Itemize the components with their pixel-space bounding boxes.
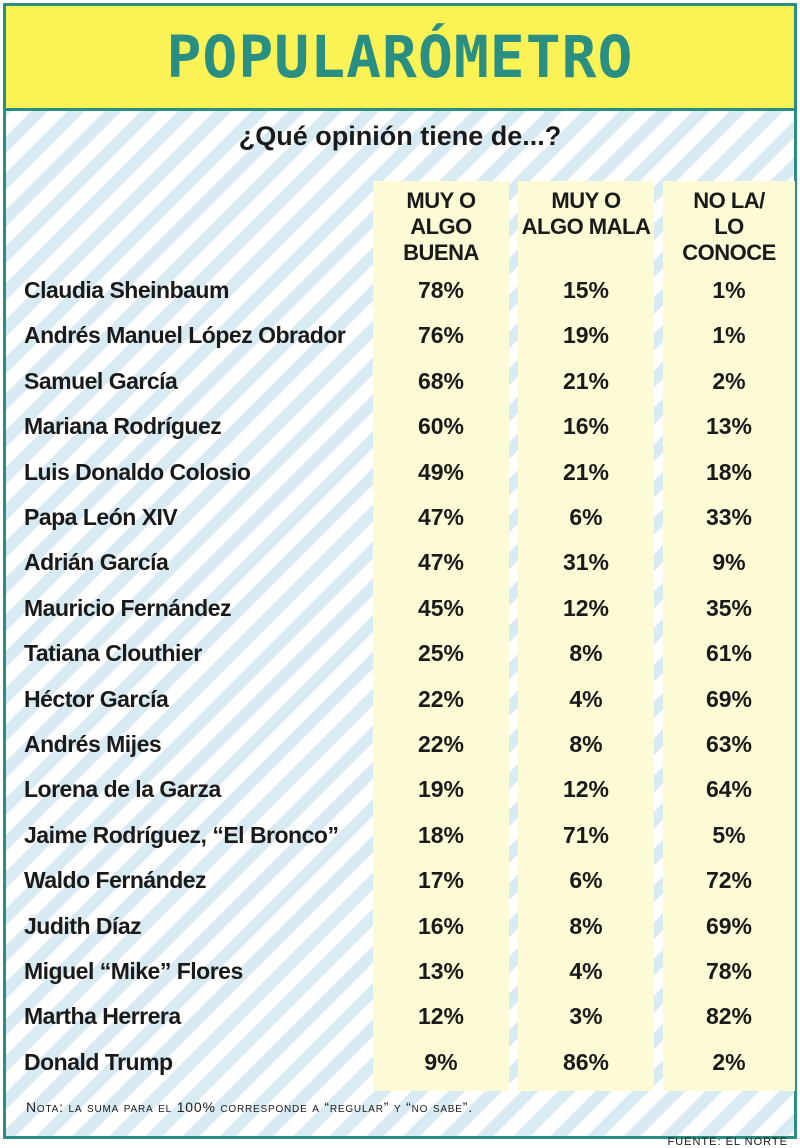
row-name: Judith Díaz xyxy=(24,912,142,939)
row-name: Martha Herrera xyxy=(24,1003,181,1030)
row-name: Andrés Manuel López Obrador xyxy=(24,322,346,349)
row-value: 68% xyxy=(417,367,465,394)
row-value: 6% xyxy=(569,504,603,530)
row-value: 5% xyxy=(712,821,746,848)
row-name: Héctor García xyxy=(24,685,169,712)
row-name: Andrés Mijes xyxy=(24,731,162,757)
row-name: Miguel “Mike” Flores xyxy=(24,958,243,984)
table-row xyxy=(6,723,794,768)
row-value: 19% xyxy=(562,322,610,349)
row-value: 33% xyxy=(705,504,753,530)
row-name: Claudia Sheinbaum xyxy=(24,277,229,303)
row-value: 78% xyxy=(705,958,753,984)
row-value: 1% xyxy=(712,277,746,303)
row-value: 16% xyxy=(417,912,465,939)
row-name: Tatiana Clouthier xyxy=(24,640,202,667)
row-name: Waldo Fernández xyxy=(24,867,207,894)
row-value: 22% xyxy=(417,685,465,712)
row-value: 8% xyxy=(569,640,603,667)
row-value: 78% xyxy=(417,277,465,303)
row-value: 72% xyxy=(705,867,753,894)
row-name: Mariana Rodríguez xyxy=(24,413,222,440)
table-row xyxy=(6,678,794,723)
row-name: Donald Trump xyxy=(24,1048,173,1075)
row-value: 16% xyxy=(562,413,610,440)
table-row xyxy=(6,1041,794,1086)
table-row xyxy=(6,859,794,904)
row-value: 12% xyxy=(417,1003,465,1030)
table-row xyxy=(6,587,794,632)
row-name: Papa León XIV xyxy=(24,504,178,530)
column-header-line: NO LA/ xyxy=(693,188,765,213)
row-value: 2% xyxy=(712,367,746,394)
row-value: 9% xyxy=(424,1048,458,1075)
row-name: Samuel García xyxy=(24,367,178,394)
row-name: Luis Donaldo Colosio xyxy=(24,458,251,485)
title-banner xyxy=(6,6,794,111)
row-value: 49% xyxy=(417,458,465,485)
row-value: 8% xyxy=(569,731,603,757)
row-value: 18% xyxy=(705,458,753,485)
row-value: 17% xyxy=(417,867,465,894)
table-row xyxy=(6,541,794,586)
table-row xyxy=(6,950,794,995)
table-row xyxy=(6,314,794,359)
column-header-mala xyxy=(518,188,654,240)
row-value: 12% xyxy=(562,776,610,803)
column-header-line: MUY O xyxy=(406,188,476,213)
column-header-buena xyxy=(373,188,509,266)
row-value: 6% xyxy=(569,867,603,894)
row-value: 82% xyxy=(705,1003,753,1030)
row-value: 76% xyxy=(417,322,465,349)
table-row xyxy=(6,405,794,450)
row-value: 8% xyxy=(569,912,603,939)
row-value: 61% xyxy=(705,640,753,667)
row-value: 63% xyxy=(705,731,753,757)
table-row xyxy=(6,905,794,950)
table-row xyxy=(6,496,794,541)
row-name: Lorena de la Garza xyxy=(24,776,221,803)
source-credit: FUENTE: EL NORTE xyxy=(667,1136,788,1148)
table-row xyxy=(6,269,794,314)
column-header-line: ALGO xyxy=(410,214,472,239)
page-title: POPULARÓMETRO xyxy=(166,23,634,91)
table-row xyxy=(6,360,794,405)
row-value: 9% xyxy=(712,549,746,576)
row-value: 25% xyxy=(417,640,465,667)
row-value: 35% xyxy=(705,594,753,621)
row-value: 21% xyxy=(562,458,610,485)
column-header-no-conoce xyxy=(663,188,795,266)
row-value: 47% xyxy=(417,549,465,576)
row-value: 71% xyxy=(562,821,610,848)
chart-subtitle: ¿Qué opinión tiene de...? xyxy=(238,121,562,151)
row-value: 4% xyxy=(569,958,603,984)
table-row xyxy=(6,814,794,859)
row-value: 13% xyxy=(417,958,465,984)
row-value: 13% xyxy=(705,413,753,440)
row-value: 21% xyxy=(562,367,610,394)
row-value: 15% xyxy=(562,277,610,303)
row-value: 69% xyxy=(705,912,753,939)
row-name: Adrián García xyxy=(24,549,169,576)
table-row xyxy=(6,632,794,677)
table-row xyxy=(6,995,794,1040)
column-header-line: ALGO MALA xyxy=(521,214,651,239)
table-row xyxy=(6,451,794,496)
row-value: 45% xyxy=(417,594,465,621)
row-value: 18% xyxy=(417,821,465,848)
row-name: Jaime Rodríguez, “El Bronco” xyxy=(24,821,339,848)
column-header-line: BUENA xyxy=(403,240,479,265)
table-row xyxy=(6,768,794,813)
row-value: 3% xyxy=(569,1003,603,1030)
row-value: 64% xyxy=(705,776,753,803)
footnote: Nota: la suma para el 100% corresponde a “regular” y “no sabe”. xyxy=(26,1099,473,1115)
row-value: 69% xyxy=(705,685,753,712)
row-value: 4% xyxy=(569,685,603,712)
infographic-frame xyxy=(3,3,797,1148)
column-header-line: CONOCE xyxy=(682,240,776,265)
row-value: 1% xyxy=(712,322,746,349)
row-value: 19% xyxy=(417,776,465,803)
row-value: 86% xyxy=(562,1048,610,1075)
row-value: 31% xyxy=(562,549,610,576)
row-value: 12% xyxy=(562,594,610,621)
row-value: 2% xyxy=(712,1048,746,1075)
column-header-line: MUY O xyxy=(551,188,621,213)
column-header-line: LO xyxy=(714,214,744,239)
row-name: Mauricio Fernández xyxy=(24,594,231,621)
row-value: 47% xyxy=(417,504,465,530)
row-value: 22% xyxy=(417,731,465,757)
row-value: 60% xyxy=(417,413,465,440)
